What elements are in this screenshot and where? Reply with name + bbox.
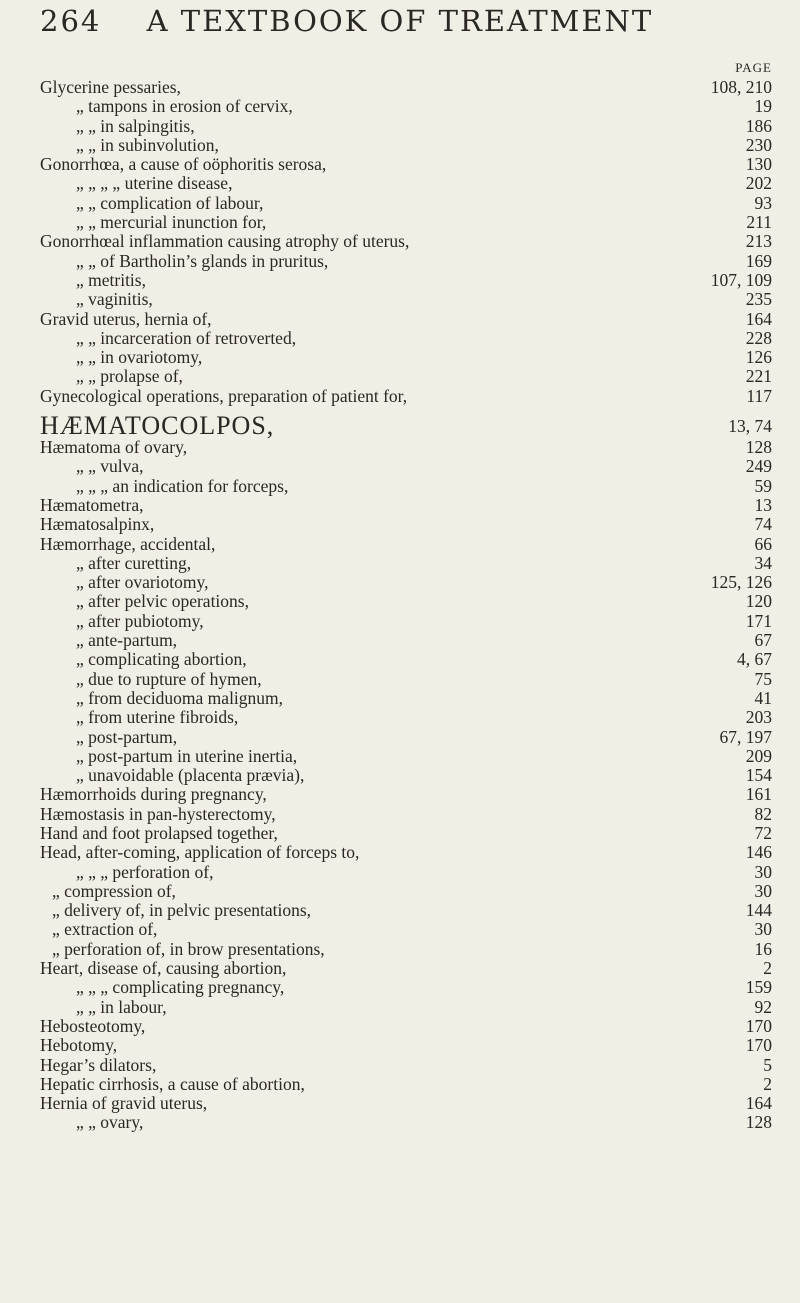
index-entry	[0, 650, 800, 669]
index-entry	[0, 515, 800, 534]
entry-pages: 72	[754, 822, 772, 843]
entry-text: „ complicating abortion,	[76, 649, 247, 670]
entry-pages: 146	[745, 842, 772, 863]
entry-text: Gynecological operations, preparation of patient for,	[40, 385, 408, 406]
entry-pages: 221	[745, 366, 772, 387]
entry-text: Hæmorrhage, accidental,	[40, 533, 216, 554]
index-entry	[0, 213, 800, 232]
entry-pages: 19	[754, 96, 772, 117]
entry-text: „ after pelvic operations,	[76, 591, 249, 612]
index-entry	[0, 1113, 800, 1132]
entry-text: „ from deciduoma malignum,	[76, 687, 284, 708]
entry-text: „ „ incarceration of retroverted,	[76, 327, 297, 348]
entry-pages: 144	[745, 900, 772, 921]
entry-pages: 170	[745, 1015, 772, 1036]
entry-text: Hæmostasis in pan-hysterectomy,	[40, 803, 276, 824]
entry-text: „ delivery of, in pelvic presentations,	[52, 900, 312, 921]
entry-text: „ „ „ „ uterine disease,	[76, 173, 233, 194]
entry-pages: 30	[754, 919, 772, 940]
index-entry	[0, 194, 800, 213]
index-entry	[0, 535, 800, 554]
entry-text: „ „ of Bartholin’s glands in pruritus,	[76, 250, 329, 271]
index-entry	[0, 785, 800, 804]
index-entry	[0, 805, 800, 824]
running-header	[40, 4, 780, 38]
index-entry	[0, 367, 800, 386]
entry-pages: 164	[745, 1093, 772, 1114]
index-entry	[0, 747, 800, 766]
entry-text: „ tampons in erosion of cervix,	[76, 96, 293, 117]
entry-pages: 16	[754, 938, 772, 959]
index-entry	[0, 592, 800, 611]
entry-pages: 107, 109	[710, 269, 772, 290]
index-entry	[0, 824, 800, 843]
index-entry	[0, 174, 800, 193]
entry-pages: 108, 210	[710, 77, 772, 97]
entry-pages: 34	[754, 552, 772, 573]
index-entry	[0, 232, 800, 251]
entry-text: Hebosteotomy,	[40, 1015, 146, 1036]
entry-pages: 128	[745, 1112, 772, 1133]
entry-text: Hegar’s dilators,	[40, 1054, 157, 1075]
entry-text: „ perforation of, in brow presentations,	[52, 938, 325, 959]
entry-text: „ post-partum in uterine inertia,	[76, 745, 298, 766]
entry-text: Heart, disease of, causing abortion,	[40, 958, 287, 979]
entry-text: „ unavoidable (placenta prævia),	[76, 765, 305, 786]
entry-text: „ vaginitis,	[76, 289, 153, 310]
entry-text: Glycerine pessaries,	[40, 77, 181, 97]
entry-text: „ ante-partum,	[76, 630, 178, 651]
entry-text: „ „ complication of labour,	[76, 192, 264, 213]
index-entry	[0, 959, 800, 978]
entry-text: Hæmorrhoids during pregnancy,	[40, 784, 267, 805]
entry-pages: 186	[745, 115, 772, 136]
entry-text: „ after pubiotomy,	[76, 610, 204, 631]
entry-text: „ „ „ complicating pregnancy,	[76, 977, 285, 998]
index-entry	[0, 1036, 800, 1055]
entry-pages: 230	[745, 134, 772, 155]
index-entry	[0, 271, 800, 290]
entry-pages: 66	[754, 533, 772, 554]
running-title: A TEXTBOOK OF TREATMENT	[146, 4, 654, 38]
entry-text: Gonorrhœa, a cause of oöphoritis serosa,	[40, 154, 327, 175]
entry-pages: 154	[745, 765, 772, 786]
entry-pages: 82	[754, 803, 772, 824]
entry-text: Hand and foot prolapsed together,	[40, 822, 278, 843]
entry-pages: 59	[754, 475, 772, 496]
entry-text: „ compression of,	[52, 880, 176, 901]
entry-pages: 126	[745, 347, 772, 368]
entry-text: „ „ vulva,	[76, 456, 144, 477]
entry-pages: 120	[745, 591, 772, 612]
index-entry	[0, 457, 800, 476]
index-entry	[0, 612, 800, 631]
index-entry	[0, 882, 800, 901]
entry-pages: 235	[745, 289, 772, 310]
index-entry	[0, 117, 800, 136]
index-entry	[0, 329, 800, 348]
entry-pages: 164	[745, 308, 772, 329]
index-entry	[0, 901, 800, 920]
entry-pages: 228	[745, 327, 772, 348]
entry-pages: 209	[745, 745, 772, 766]
entry-text: „ due to rupture of hymen,	[76, 668, 262, 689]
index-entry	[0, 1017, 800, 1036]
index-entry	[0, 631, 800, 650]
entry-pages: 171	[745, 610, 772, 631]
entry-pages: 2	[763, 958, 772, 979]
index-entry	[0, 155, 800, 174]
entry-pages: 161	[745, 784, 772, 805]
index-entry	[0, 843, 800, 862]
entry-text: „ „ in salpingitis,	[76, 115, 195, 136]
index-entry	[0, 728, 800, 747]
entry-pages: 249	[745, 456, 772, 477]
index-entry	[0, 670, 800, 689]
entry-pages: 5	[763, 1054, 772, 1075]
index-entry	[0, 1075, 800, 1094]
entry-pages: 74	[754, 514, 772, 535]
entry-text: HÆMATOCOLPOS,	[40, 411, 275, 441]
index-entry	[0, 554, 800, 573]
entry-text: Gravid uterus, hernia of,	[40, 308, 212, 329]
entry-pages: 170	[745, 1035, 772, 1056]
entry-pages: 203	[745, 707, 772, 728]
entry-pages: 13	[754, 494, 772, 515]
entry-text: „ „ „ an indication for forceps,	[76, 475, 289, 496]
index-entry	[0, 310, 800, 329]
entry-pages: 213	[745, 231, 772, 252]
entry-pages: 117	[746, 385, 772, 406]
index-entry	[0, 766, 800, 785]
entry-text: „ after curetting,	[76, 552, 192, 573]
entry-pages: 13, 74	[728, 416, 772, 437]
index-entry	[0, 348, 800, 367]
entry-pages: 2	[763, 1073, 772, 1094]
entry-text: „ „ mercurial inunction for,	[76, 212, 267, 233]
entry-text: „ metritis,	[76, 269, 146, 290]
entry-text: Hæmatosalpinx,	[40, 514, 155, 535]
index-entry	[0, 97, 800, 116]
entry-pages: 4, 67	[737, 649, 772, 670]
index-entry	[0, 1094, 800, 1113]
entry-pages: 75	[754, 668, 772, 689]
entry-text: „ post-partum,	[76, 726, 178, 747]
entry-pages: 159	[745, 977, 772, 998]
entry-text: Head, after-coming, application of forceps to,	[40, 842, 360, 863]
entry-pages: 93	[754, 192, 772, 213]
index-entry	[0, 387, 800, 406]
index-entry	[0, 78, 800, 97]
entry-pages: 92	[754, 996, 772, 1017]
entry-text: „ „ prolapse of,	[76, 366, 183, 387]
index-entry	[0, 940, 800, 959]
entry-pages: 202	[745, 173, 772, 194]
index-entries	[0, 78, 800, 1133]
entry-pages: 211	[746, 212, 772, 233]
entry-text: „ „ ovary,	[76, 1112, 144, 1133]
entry-text: „ from uterine fibroids,	[76, 707, 239, 728]
index-entry	[0, 438, 800, 457]
entry-pages: 125, 126	[710, 572, 772, 593]
entry-pages: 130	[745, 154, 772, 175]
entry-pages: 128	[745, 437, 772, 458]
entry-text: „ „ in subinvolution,	[76, 134, 219, 155]
entry-pages: 41	[754, 687, 772, 708]
page-number: 264	[40, 4, 102, 38]
index-entry	[0, 1056, 800, 1075]
index-entry	[0, 406, 800, 441]
index-entry	[0, 863, 800, 882]
entry-text: „ extraction of,	[52, 919, 158, 940]
index-entry	[0, 290, 800, 309]
entry-text: „ „ in labour,	[76, 996, 167, 1017]
index-entry	[0, 252, 800, 271]
entry-pages: 30	[754, 861, 772, 882]
index-entry	[0, 920, 800, 939]
index-entry	[0, 689, 800, 708]
entry-text: „ „ „ perforation of,	[76, 861, 214, 882]
entry-text: Hæmatoma of ovary,	[40, 437, 188, 458]
entry-text: Hernia of gravid uterus,	[40, 1093, 208, 1114]
entry-text: Hepatic cirrhosis, a cause of abortion,	[40, 1073, 305, 1094]
entry-text: Gonorrhœal inflammation causing atrophy of uterus,	[40, 231, 410, 252]
entry-pages: 169	[745, 250, 772, 271]
entry-text: Hebotomy,	[40, 1035, 118, 1056]
index-entry	[0, 496, 800, 515]
page-column-label: PAGE	[735, 60, 772, 75]
entry-text: „ „ in ovariotomy,	[76, 347, 203, 368]
index-entry	[0, 978, 800, 997]
index-entry	[0, 573, 800, 592]
index-entry	[0, 998, 800, 1017]
entry-pages: 30	[754, 880, 772, 901]
entry-text: Hæmatometra,	[40, 494, 144, 515]
index-entry	[0, 136, 800, 155]
index-entry	[0, 708, 800, 727]
entry-pages: 67	[754, 630, 772, 651]
entry-text: „ after ovariotomy,	[76, 572, 209, 593]
entry-pages: 67, 197	[719, 726, 772, 747]
index-entry	[0, 477, 800, 496]
